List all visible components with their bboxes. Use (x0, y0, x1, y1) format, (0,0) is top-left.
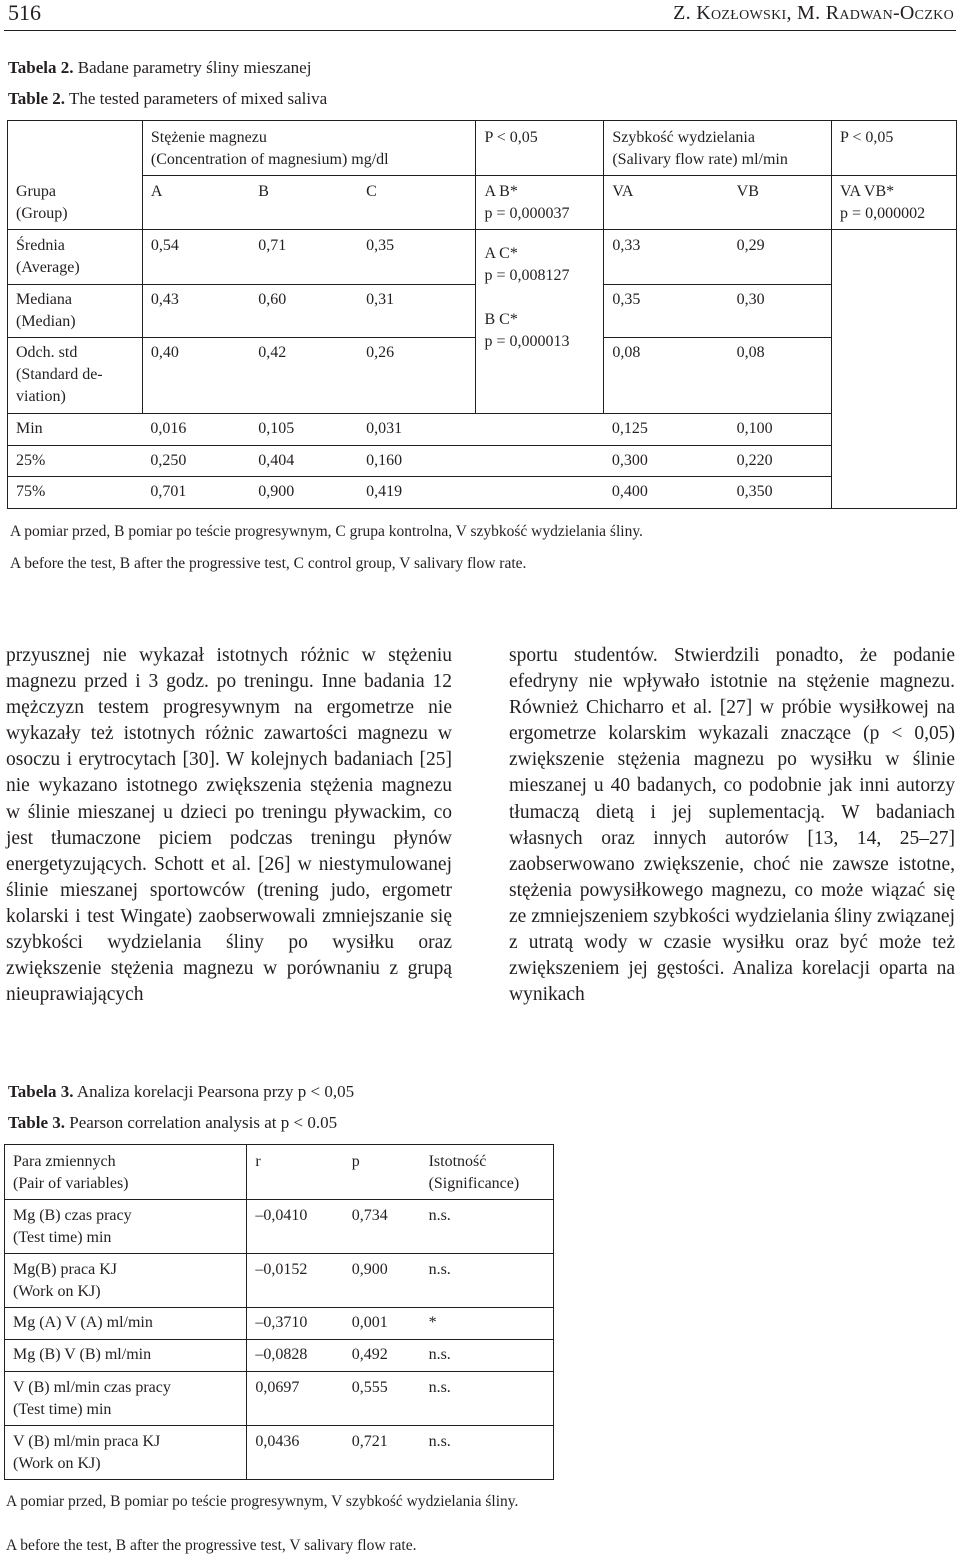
table2-p-ab: A B* p = 0,000037 (476, 176, 604, 230)
table2-flow-header: Szybkość wydzielania (Salivary flow rate) ml/min (604, 121, 832, 176)
table2-cell: 0,71 (250, 230, 358, 285)
table-row (5, 1426, 554, 1480)
table2-cell: 0,031 (358, 414, 476, 446)
table3-r-cell: –0,0410 (247, 1200, 344, 1254)
table2-cell: 0,400 (604, 477, 729, 509)
table2-cell-empty (476, 446, 604, 477)
table2-p-vavb: VA VB* p = 0,000002 (832, 176, 957, 230)
header-rule (4, 30, 956, 31)
body-paragraph-left: przyusznej nie wykazał istotnych różnic w stężeniu magnezu przed i 3 godz. po treningu. Inne badania 12 mężczyzn testem progresywnym na ergometrze nie wykazały też istotnych różnic zawartości magnezu w osoczu i erytrocytach [30]. W kolejnych badaniach [25] nie wykazano istotnego zwiększenia stężenia magnezu w ślinie mieszanej u dzieci po treningu pływackim, co jest tłumaczone piciem podczas treningu płynów energetyzujących. Schott et al. [26] w niestymulowanej ślinie mieszanej sportowców (trening judo, ergometr kolarski i test Wingate) zaobserwowali zmniejszanie się szybkości wydzielania śliny po wysiłku oraz zwiększenie stężenia magnezu w porównaniu z grupą nieuprawiających (6, 645, 452, 1006)
table3-pair-cell: V (B) ml/min praca KJ (Work on KJ) (5, 1426, 247, 1480)
table3-header-row (5, 1145, 554, 1200)
table3-pair-cell: Mg (A) V (A) ml/min (5, 1308, 247, 1340)
table3-p-cell: 0,721 (344, 1426, 421, 1480)
table3-p-cell: 0,900 (344, 1254, 421, 1308)
table3-r-cell: –0,3710 (247, 1308, 344, 1340)
table2-caption-en (8, 89, 327, 109)
table2-cell: 0,250 (142, 446, 250, 477)
table-row (5, 1254, 554, 1308)
table2-cell: 0,016 (142, 414, 250, 446)
table2-label-std: Odch. std (Standard de- viation) (8, 338, 143, 414)
body-column-right (509, 643, 955, 1008)
table-2 (7, 120, 957, 509)
table3-pair-cell: Mg (B) czas pracy (Test time) min (5, 1200, 247, 1254)
table3-r-cell: –0,0828 (247, 1340, 344, 1372)
table2-note-pl: A pomiar przed, B pomiar po teście progresywnym, C grupa kontrolna, V szybkość wydzielania śliny. (10, 523, 643, 540)
table3-sig-cell: n.s. (421, 1340, 554, 1372)
table2-cell: 0,220 (729, 446, 832, 477)
table2-row-75 (8, 477, 957, 509)
table2-cell-empty (476, 414, 604, 446)
table2-title-pl: Badane parametry śliny mieszanej (73, 58, 312, 77)
table2-label-en: Table 2. (8, 89, 66, 108)
table2-group-header: Grupa (Group) (8, 176, 143, 230)
table2-cell: 0,350 (729, 477, 832, 509)
table2-label-pl: Tabela 2. (8, 58, 74, 77)
table2-cell: 0,35 (604, 285, 729, 338)
table2-col-a: A (142, 176, 250, 230)
table3-sig-cell: * (421, 1308, 554, 1340)
table3-note-en: A before the test, B after the progressive test, V salivary flow rate. (6, 1537, 417, 1554)
table2-cell-empty (476, 477, 604, 509)
table3-title-pl: Analiza korelacji Pearsona przy p < 0,05 (73, 1082, 355, 1101)
table3-r-cell: –0,0152 (247, 1254, 344, 1308)
table2-cell: 0,105 (250, 414, 358, 446)
table2-col-b: B (250, 176, 358, 230)
table3-sig-cell: n.s. (421, 1372, 554, 1426)
table2-col-vb: VB (729, 176, 832, 230)
table2-cell: 0,35 (358, 230, 476, 285)
table-row (5, 1372, 554, 1426)
table2-cell: 0,419 (358, 477, 476, 509)
table3-p-cell: 0,001 (344, 1308, 421, 1340)
table3-r-cell: 0,0436 (247, 1426, 344, 1480)
table2-cell: 0,08 (729, 338, 832, 414)
running-header-authors: Z. Kozłowski, M. Radwan-Oczko (673, 2, 954, 24)
table2-cell: 0,33 (604, 230, 729, 285)
table3-pair-header: Para zmiennych (Pair of variables) (5, 1145, 247, 1200)
table2-col-c: C (358, 176, 476, 230)
table2-p2-header: P < 0,05 (832, 121, 957, 176)
table-3 (4, 1144, 554, 1480)
table2-row-min (8, 414, 957, 446)
table2-cell: 0,100 (729, 414, 832, 446)
table2-mg-header: Stężenie magnezu (Concentration of magnesium) mg/dl (142, 121, 476, 176)
table3-caption-en (8, 1113, 337, 1133)
table3-p-cell: 0,492 (344, 1340, 421, 1372)
table-row (5, 1340, 554, 1372)
table2-cell: 0,29 (729, 230, 832, 285)
table2-label-min: Min (8, 414, 143, 446)
body-column-left (6, 643, 452, 1008)
table2-col-va: VA (604, 176, 729, 230)
table2-cell: 0,42 (250, 338, 358, 414)
table2-cell: 0,40 (142, 338, 250, 414)
table2-label-25: 25% (8, 446, 143, 477)
table3-sig-header: Istotność (Significance) (421, 1145, 554, 1200)
table2-empty-column (832, 230, 957, 509)
table2-header-row (8, 121, 957, 176)
page-number: 516 (8, 0, 41, 25)
table3-p-cell: 0,555 (344, 1372, 421, 1426)
table3-p-header: p (344, 1145, 421, 1200)
table2-cell: 0,30 (729, 285, 832, 338)
table2-subheader-row (8, 176, 957, 230)
table2-cell: 0,701 (142, 477, 250, 509)
table3-sig-cell: n.s. (421, 1254, 554, 1308)
table3-label-pl: Tabela 3. (8, 1082, 74, 1101)
table3-sig-cell: n.s. (421, 1200, 554, 1254)
table2-cell: 0,26 (358, 338, 476, 414)
table2-row-average (8, 230, 957, 285)
body-paragraph-right: sportu studentów. Stwierdzili ponadto, że podanie efedryny nie wpływało istotnie na stężenie magnezu. Również Chicharro et al. [27] w próbie wysiłkowej na ergometrze kolarskim wykazali znaczące (p < 0,05) zwiększenie stężenia magnezu po wysiłku w ślinie mieszanej u 40 badanych, co podobnie jak inni autorzy tłumaczą dietą i jej suplementacją. W badaniach własnych oraz innych autorów [13, 14, 25–27] zaobserwowano zwiększenie, choć nie zawsze istotne, stężenia powysiłkowego magnezu, co może wiązać się ze zmniejszeniem szybkości wydzielania śliny związanej z utratą wody w czasie wysiłku oraz być może też zwiększeniem jej gęstości. Analiza korelacji oparta na wynikach (509, 645, 955, 1006)
table3-r-cell: 0,0697 (247, 1372, 344, 1426)
table3-caption-pl (8, 1082, 354, 1102)
table2-cell: 0,404 (250, 446, 358, 477)
table3-note-pl: A pomiar przed, B pomiar po teście progresywnym, V szybkość wydzielania śliny. (6, 1493, 519, 1510)
table2-cell: 0,54 (142, 230, 250, 285)
table3-r-header: r (247, 1145, 344, 1200)
table2-cell: 0,160 (358, 446, 476, 477)
table2-title-en: The tested parameters of mixed saliva (65, 89, 328, 108)
table2-p1-header: P < 0,05 (476, 121, 604, 176)
table2-row-25 (8, 446, 957, 477)
table3-pair-cell: Mg (B) V (B) ml/min (5, 1340, 247, 1372)
table3-p-cell: 0,734 (344, 1200, 421, 1254)
table-row (5, 1200, 554, 1254)
table2-cell: 0,43 (142, 285, 250, 338)
table-row (5, 1308, 554, 1340)
table2-cell: 0,08 (604, 338, 729, 414)
table2-label-75: 75% (8, 477, 143, 509)
table3-pair-cell: Mg(B) praca KJ (Work on KJ) (5, 1254, 247, 1308)
table3-sig-cell: n.s. (421, 1426, 554, 1480)
table2-cell: 0,125 (604, 414, 729, 446)
table2-cell: 0,31 (358, 285, 476, 338)
table3-pair-cell: V (B) ml/min czas pracy (Test time) min (5, 1372, 247, 1426)
table2-label-average: Średnia (Average) (8, 230, 143, 285)
table2-note-en: A before the test, B after the progressive test, C control group, V salivary flow rate. (10, 555, 527, 572)
table2-caption-pl (8, 58, 311, 78)
table2-label-median: Mediana (Median) (8, 285, 143, 338)
table2-cell: 0,900 (250, 477, 358, 509)
table3-label-en: Table 3. (8, 1113, 66, 1132)
table2-corner-cell (8, 121, 143, 176)
table3-title-en: Pearson correlation analysis at p < 0.05 (65, 1113, 338, 1132)
table2-cell: 0,300 (604, 446, 729, 477)
table2-p-pairs: A C* p = 0,008127 B C* p = 0,000013 (476, 230, 604, 414)
table2-cell: 0,60 (250, 285, 358, 338)
